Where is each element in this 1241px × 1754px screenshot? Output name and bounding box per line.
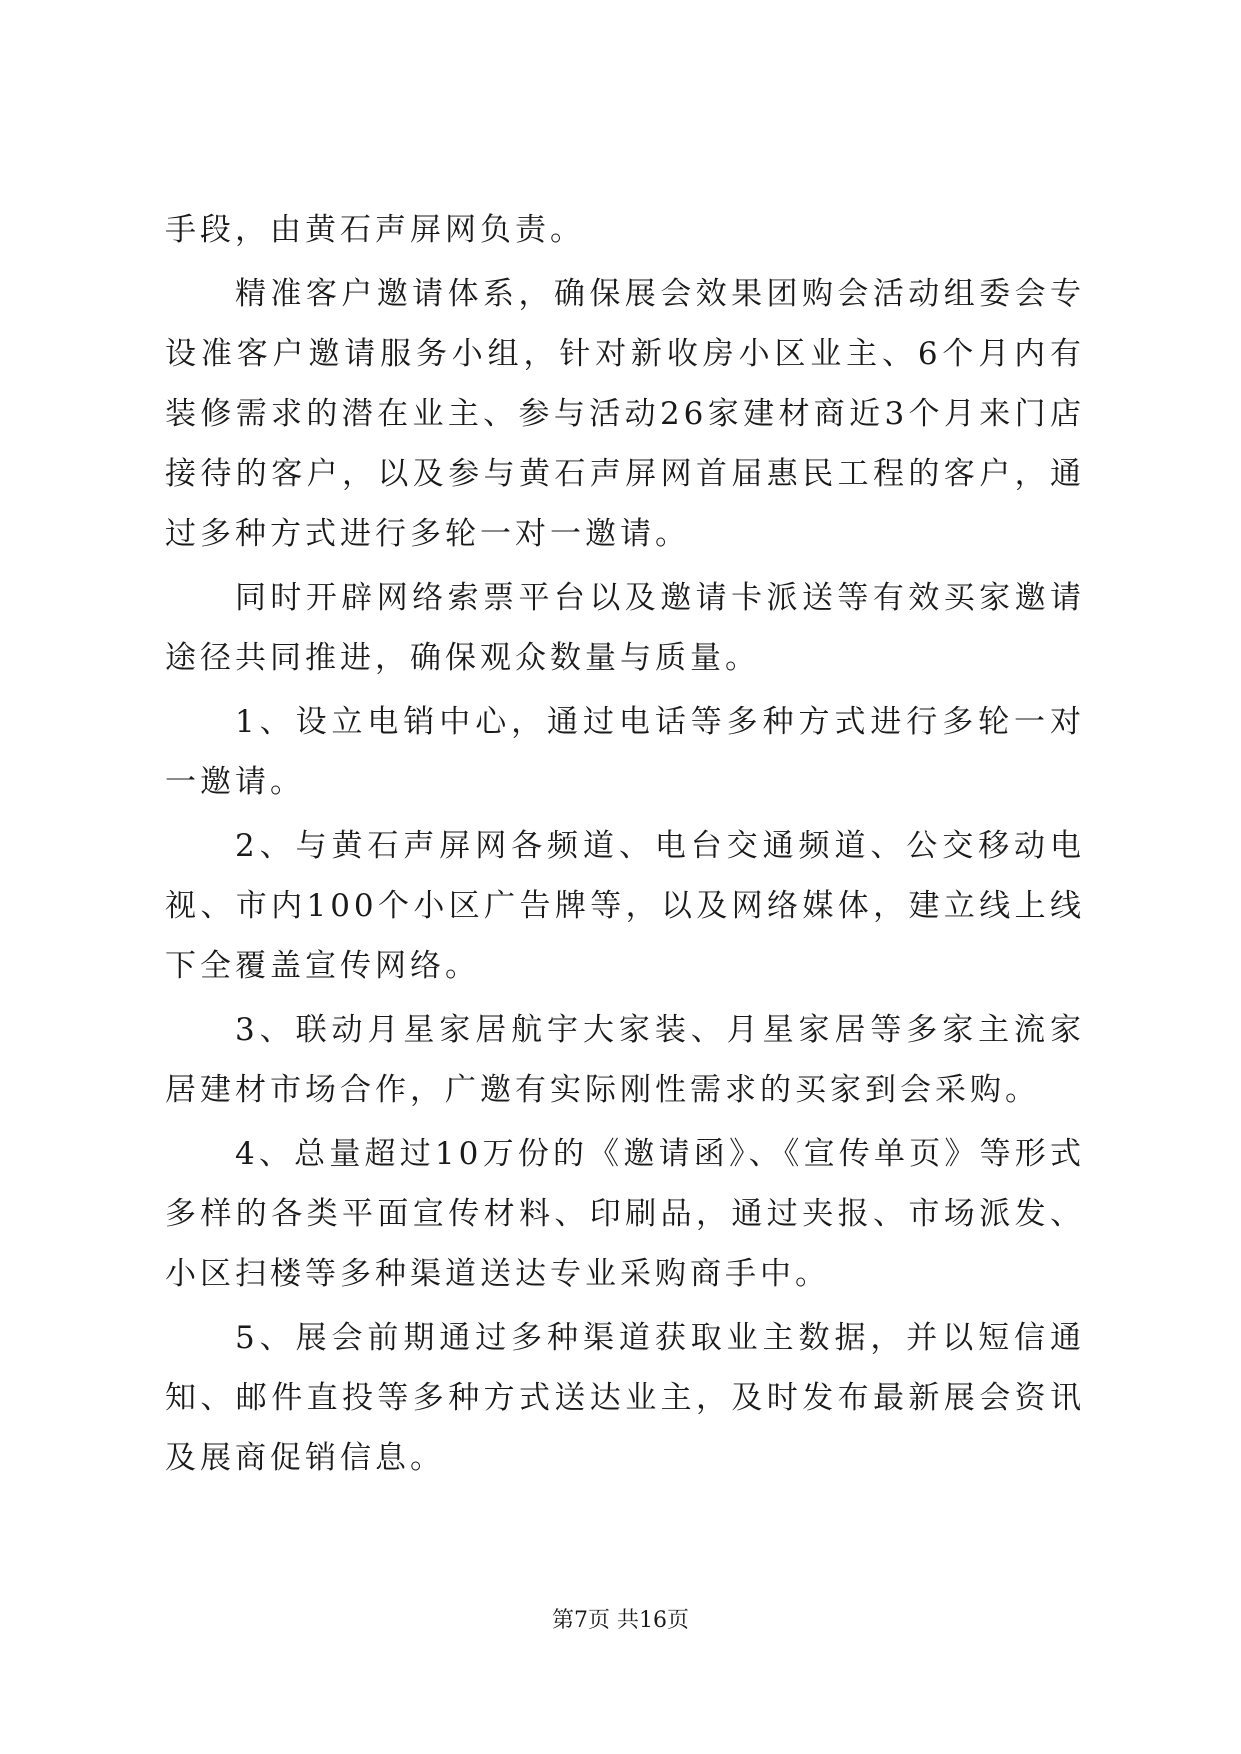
document-body <box>165 200 1085 1492</box>
list-item-2: 2、与黄石声屏网各频道、电台交通频道、公交移动电视、市内100个小区广告牌等，以及网络媒体，建立线上线下全覆盖宣传网络。 <box>165 828 1085 984</box>
paragraph-customer-invitation: 精准客户邀请体系，确保展会效果团购会活动组委会专设准客户邀请服务小组，针对新收房小区业主、6个月内有装修需求的潜在业主、参与活动26家建材商近3个月来门店接待的客户，以及参与黄石声屏网首届惠民工程的客户，通过多种方式进行多轮一对一邀请。 <box>165 276 1085 552</box>
page-number-footer: 第7页 共16页 <box>552 1608 689 1633</box>
list-item-4: 4、总量超过10万份的《邀请函》、《宣传单页》等形式多样的各类平面宣传材料、印刷品，通过夹报、市场派发、小区扫楼等多种渠道送达专业采购商手中。 <box>165 1136 1085 1292</box>
paragraph-continuation: 手段，由黄石声屏网负责。 <box>165 212 585 248</box>
paragraph-ticket-platform: 同时开辟网络索票平台以及邀请卡派送等有效买家邀请途径共同推进，确保观众数量与质量。 <box>165 580 1085 676</box>
list-item-3: 3、联动月星家居航宇大家装、月星家居等多家主流家居建材市场合作，广邀有实际刚性需求的买家到会采购。 <box>165 1012 1085 1108</box>
list-item-5: 5、展会前期通过多种渠道获取业主数据，并以短信通知、邮件直投等多种方式送达业主，及时发布最新展会资讯及展商促销信息。 <box>165 1320 1085 1476</box>
list-item-1: 1、设立电销中心，通过电话等多种方式进行多轮一对一邀请。 <box>165 704 1085 800</box>
